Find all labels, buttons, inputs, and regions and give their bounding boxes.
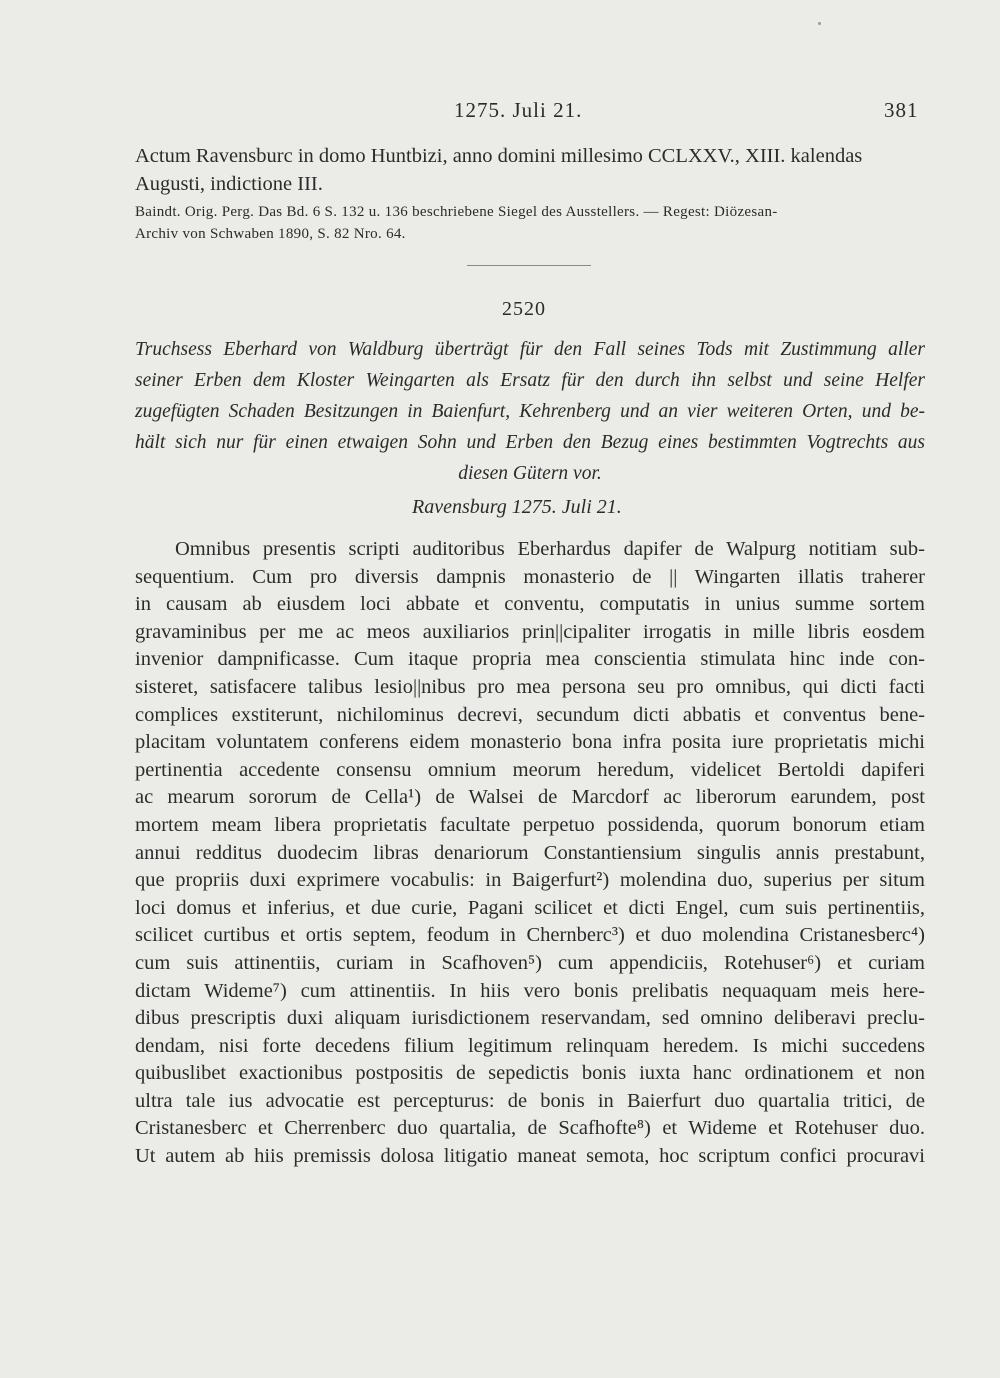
text-line: complices exstiterunt, nichilominus decrevi, secundum dicti abbatis et conventus bene-	[135, 703, 925, 726]
text-line: dendam, nisi forte decedens filium legitimum relinquam heredem. Is michi succedens	[135, 1034, 925, 1057]
dating-line: Actum Ravensburc in domo Huntbizi, anno domini millesimo CCLXXV., XIII. kalendas	[135, 145, 863, 167]
text-line: dictam Wideme⁷) cum attinentiis. In hiis vero bonis prelibatis nequaquam meis here-	[135, 979, 925, 1002]
text-line: placitam voluntatem conferens eidem monasterio bona infra posita iure proprietatis michi	[135, 731, 925, 754]
document-number: 2520	[502, 298, 546, 320]
regest-line: Truchsess Eberhard von Waldburg überträgt für den Fall seines Tods mit Zustimmung aller	[135, 339, 925, 360]
regest-line: seiner Erben dem Kloster Weingarten als Ersatz für den durch ihn selbst und seine Helfer	[135, 370, 925, 391]
text-line: scilicet curtibus et ortis septem, feodum in Chernberc³) et duo molendina Cristanesberc⁴)	[135, 924, 925, 947]
text-line: sisteret, satisfacere talibus lesio||nibus pro mea persona seu pro omnibus, qui dicti facti	[135, 675, 925, 698]
text-line: Cristanesberc et Cherrenberc duo quartalia, de Scafhofte⁸) et Wideme et Rotehuser duo.	[135, 1117, 925, 1140]
text-line: ac mearum sororum de Cella¹) de Walsei de Marcdorf ac liberorum earundem, post	[135, 786, 925, 809]
place-date: Ravensburg 1275. Juli 21.	[412, 496, 622, 518]
regest-line: hält sich nur für einen etwaigen Sohn und Erben den Bezug eines bestimmten Vogtrechts aus	[135, 432, 925, 453]
text-line: annui redditus duodecim libras denariorum Constantiensium singulis annis prestabunt,	[135, 841, 925, 864]
text-line: ultra tale ius advocatie est percepturus: de bonis in Baierfurt duo quartalia tritici, de	[135, 1089, 925, 1112]
charter-text	[135, 536, 925, 1171]
running-header-date: 1275. Juli 21.	[454, 98, 583, 122]
text-line: gravaminibus per me ac meos auxiliarios prin||cipaliter irrogatis in mille libris eosdem	[135, 620, 925, 643]
section-divider	[467, 265, 591, 266]
text-line: pertinentia accedente consensu omnium meorum heredum, videlicet Bertoldi dapiferi	[135, 758, 925, 781]
text-line: que propriis duxi exprimere vocabulis: in Baigerfurt²) molendina duo, superius per situm	[135, 869, 925, 892]
page-number: 381	[884, 98, 919, 122]
text-line: in causam ab eiusdem loci abbate et conventu, computatis in unius summe sortem	[135, 593, 925, 616]
source-note-line: Baindt. Orig. Perg. Das Bd. 6 S. 132 u. 136 beschriebene Siegel des Ausstellers. — Regest: Diözesan-	[135, 204, 778, 220]
dating-line: Augusti, indictione III.	[135, 173, 323, 195]
paper-speck	[818, 22, 821, 25]
text-line: mortem meam libera proprietatis facultate perpetuo possidenda, quorum bonorum etiam	[135, 813, 925, 836]
regest-line: zugefügten Schaden Besitzungen in Baienfurt, Kehrenberg und an vier weiteren Orten, und be-	[135, 401, 925, 422]
text-line: sequentium. Cum pro diversis dampnis monasterio de || Wingarten illatis traherer	[135, 565, 925, 588]
text-line: quibuslibet exactionibus postpositis de sepedictis bonis iuxta hanc ordinationem et non	[135, 1062, 925, 1085]
text-line: Ut autem ab hiis premissis dolosa litigatio maneat semota, hoc scriptum confici procuravi	[135, 1145, 925, 1168]
text-line: Omnibus presentis scripti auditoribus Eberhardus dapifer de Walpurg notitiam sub-	[175, 538, 925, 560]
text-line: loci domus et inferius, et due curie, Pagani scilicet et dicti Engel, cum suis pertinentiis,	[135, 896, 925, 919]
regest-line: diesen Gütern vor.	[458, 463, 602, 484]
text-line: invenior dampnificasse. Cum itaque propria mea conscientia stimulata hinc inde con-	[135, 648, 925, 671]
regest-summary	[135, 334, 925, 489]
source-note-line: Archiv von Schwaben 1890, S. 82 Nro. 64.	[135, 226, 406, 242]
text-line: cum suis attinentiis, curiam in Scafhoven⁵) cum appendiciis, Rotehuser⁶) et curiam	[135, 951, 925, 974]
text-line: dibus prescriptis duxi aliquam iurisdictionem reservandam, sed omnino deliberavi preclu-	[135, 1007, 925, 1030]
